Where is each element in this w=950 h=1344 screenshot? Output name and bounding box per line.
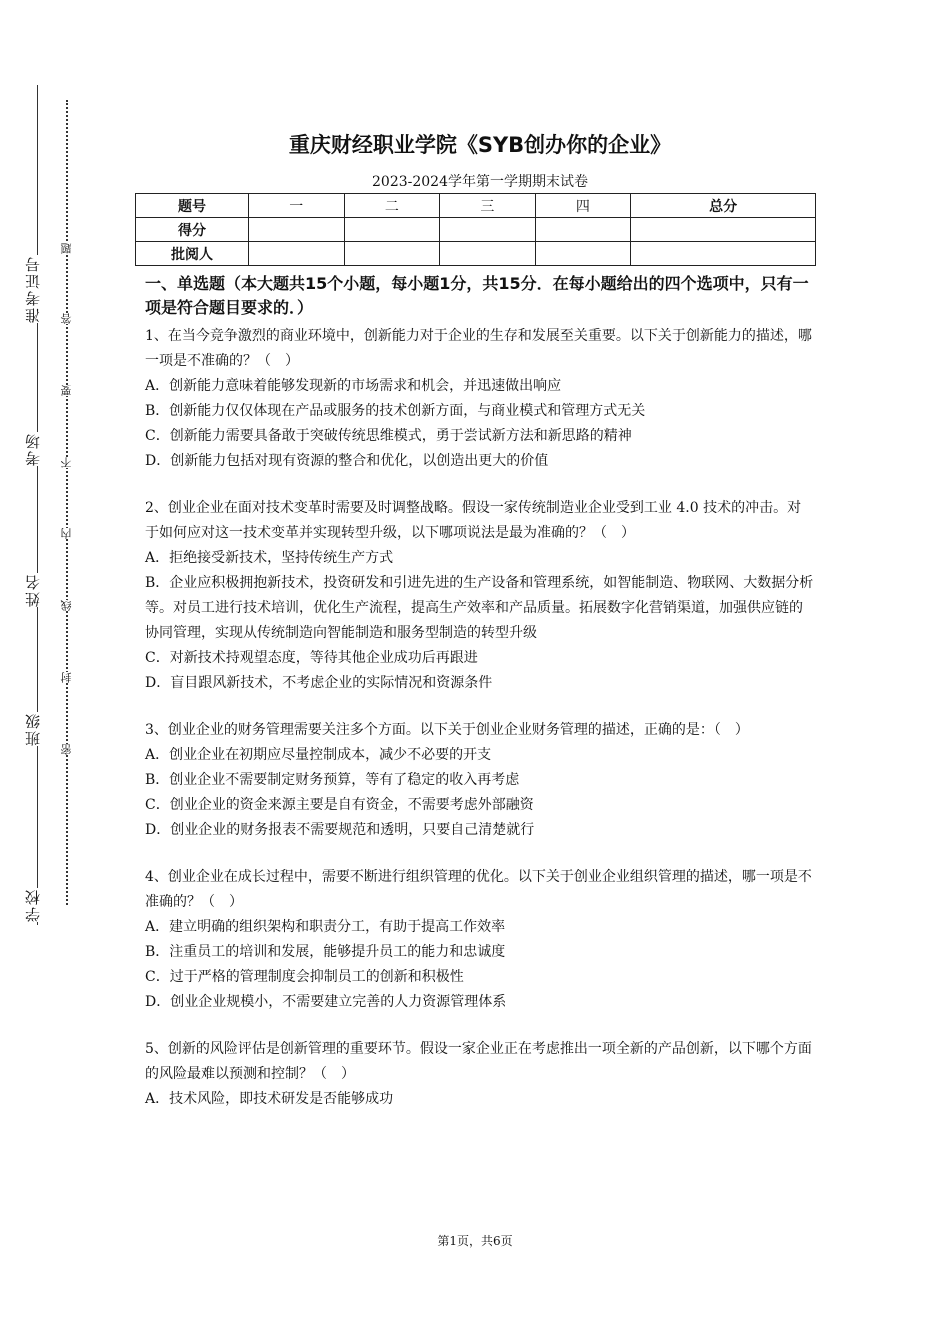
question-2 (145, 496, 815, 696)
label-school: 学校 (22, 888, 52, 922)
score-cell: 总分 (631, 194, 816, 218)
score-table-row (136, 218, 816, 242)
option-d: D．创业企业规模小，不需要建立完善的人力资源管理体系 (145, 994, 507, 1010)
score-cell (344, 218, 440, 242)
question-stem: 2、创业企业在面对技术变革时需要及时调整战略。假设一家传统制造业企业受到工业 4.0 技术的冲击。对于如何应对这一技术变革并实现转型升级，以下哪项说法是最为准确的？（ ） (145, 500, 802, 541)
exam-title: 重庆财经职业学院《SYB创办你的企业》 (288, 133, 672, 157)
question-stem: 1、在当今竞争激烈的商业环境中，创新能力对于企业的生存和发展至关重要。以下关于创新能力的描述，哪一项是不准确的？（ ） (145, 328, 812, 369)
seal-word: 密 (60, 744, 73, 755)
score-table-row (136, 242, 816, 266)
seal-word: 不 (60, 457, 73, 468)
option-c: C．创新能力需要具备敢于突破传统思维模式，勇于尝试新方法和新思路的精神 (145, 428, 632, 444)
question-4 (145, 865, 815, 1015)
option-b: B．注重员工的培训和发展，能够提升员工的能力和忠诚度 (145, 944, 506, 960)
score-cell: 三 (440, 194, 536, 218)
binding-margin (0, 0, 90, 1344)
option-b: B．企业应积极拥抱新技术，投资研发和引进先进的生产设备和管理系统，如智能制造、物联网、大数据分析等。对员工进行技术培训，优化生产流程，提高生产效率和产品质量。拓展数字化营销渠道，加强供应链的协同管理，实现从传统制造向智能制造和服务型制造的转型升级 (145, 575, 814, 641)
label-exam-room: 考场 (22, 432, 52, 466)
seal-word: 线 (60, 600, 73, 611)
exam-subtitle: 2023-2024学年第一学期期末试卷 (372, 174, 588, 190)
exam-content (145, 272, 815, 1134)
seal-word: 要 (60, 385, 73, 396)
score-cell (631, 242, 816, 266)
section-heading: 一、单选题（本大题共15个小题，每小题1分，共15分．在每小题给出的四个选项中，只有一项是符合题目要求的．） (145, 274, 809, 317)
option-d: D．盲目跟风新技术，不考虑企业的实际情况和资源条件 (145, 675, 493, 691)
page-number: 第1页，共6页 (437, 1234, 513, 1248)
option-a: A．创新能力意味着能够发现新的市场需求和机会，并迅速做出响应 (145, 378, 562, 394)
option-a: A．建立明确的组织架构和职责分工，有助于提高工作效率 (145, 919, 506, 935)
score-table-row (136, 194, 816, 218)
option-a: A．拒绝接受新技术，坚持传统生产方式 (145, 550, 394, 566)
score-cell (535, 218, 631, 242)
option-d: D．创新能力包括对现有资源的整合和优化，以创造出更大的价值 (145, 453, 549, 469)
option-a: A．技术风险，即技术研发是否能够成功 (145, 1091, 394, 1107)
option-c: C．创业企业的资金来源主要是自有资金，不需要考虑外部融资 (145, 797, 534, 813)
option-b: B．创新能力仅仅体现在产品或服务的技术创新方面，与商业模式和管理方式无关 (145, 403, 646, 419)
option-a: A．创业企业在初期应尽量控制成本，减少不必要的开支 (145, 747, 492, 763)
question-stem: 3、创业企业的财务管理需要关注多个方面。以下关于创业企业财务管理的描述，正确的是：（ ） (145, 722, 749, 738)
score-cell: 一 (249, 194, 345, 218)
question-5 (145, 1037, 815, 1112)
score-cell (440, 218, 536, 242)
score-cell: 二 (344, 194, 440, 218)
binding-dotted-line (66, 100, 68, 905)
question-3 (145, 718, 815, 843)
seal-word: 内 (60, 528, 73, 539)
option-c: C．过于严格的管理制度会抑制员工的创新和积极性 (145, 969, 464, 985)
score-cell (249, 218, 345, 242)
option-d: D．创业企业的财务报表不需要规范和透明，只要自己清楚就行 (145, 822, 535, 838)
option-c: C．对新技术持观望态度，等待其他企业成功后再跟进 (145, 650, 478, 666)
score-cell (344, 242, 440, 266)
binding-solid-line (37, 85, 38, 925)
score-cell: 题号 (136, 194, 249, 218)
option-b: B．创业企业不需要制定财务预算，等有了稳定的收入再考虑 (145, 772, 520, 788)
seal-word: 封 (60, 672, 73, 683)
score-table (135, 193, 816, 266)
score-cell (249, 242, 345, 266)
question-stem: 4、创业企业在成长过程中，需要不断进行组织管理的优化。以下关于创业企业组织管理的描述，哪一项是不准确的？（ ） (145, 869, 812, 910)
score-cell (440, 242, 536, 266)
label-name: 姓名 (22, 573, 52, 607)
label-exam-number: 准考证号 (22, 255, 52, 323)
score-cell: 四 (535, 194, 631, 218)
label-class: 班级 (22, 712, 52, 746)
score-cell (535, 242, 631, 266)
question-stem: 5、创新的风险评估是创新管理的重要环节。假设一家企业正在考虑推出一项全新的产品创新，以下哪个方面的风险最难以预测和控制？（ ） (145, 1041, 812, 1082)
question-1 (145, 324, 815, 474)
score-cell: 批阅人 (136, 242, 249, 266)
score-cell (631, 218, 816, 242)
seal-word: 答 (60, 313, 73, 324)
score-cell: 得分 (136, 218, 249, 242)
seal-word: 题 (60, 243, 73, 254)
